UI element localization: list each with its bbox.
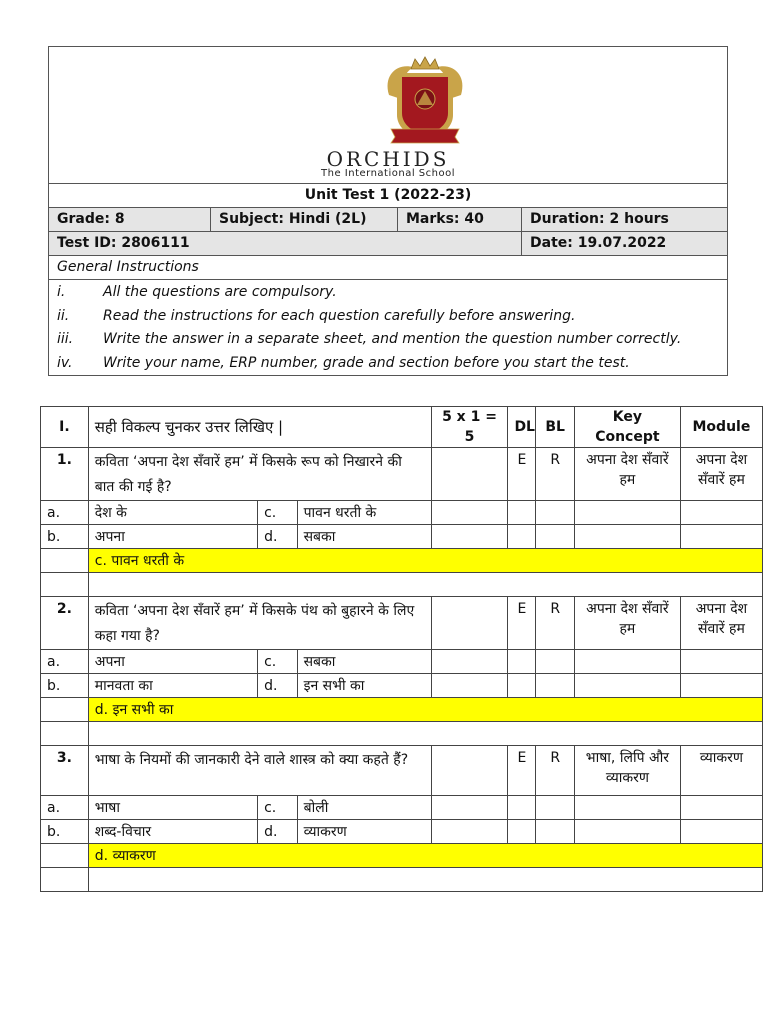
empty-cell — [536, 525, 574, 549]
school-logo-area — [49, 47, 727, 184]
empty-cell — [88, 722, 762, 746]
section-number: I. — [41, 407, 89, 448]
empty-cell — [536, 796, 574, 820]
empty-cell — [508, 674, 536, 698]
bl-value: R — [536, 597, 574, 650]
empty-cell — [536, 674, 574, 698]
test-title: Unit Test 1 (2022-23) — [304, 187, 472, 203]
marks-cell — [431, 746, 508, 796]
empty-cell — [574, 501, 680, 525]
date-field: Date: 19.07.2022 — [530, 235, 667, 251]
module-value: अपना देश सँवारें हम — [680, 597, 762, 650]
test-meta-row — [49, 208, 727, 232]
question-number: 2. — [41, 597, 89, 650]
option-label: c. — [258, 796, 297, 820]
grade-field: Grade: 8 — [49, 208, 211, 231]
option-row — [41, 820, 763, 844]
section-header-row — [41, 407, 763, 448]
key-concept-value: अपना देश सँवारें हम — [574, 597, 680, 650]
empty-cell — [680, 674, 762, 698]
instruction-item — [49, 305, 727, 329]
test-title-row — [49, 184, 727, 208]
empty-cell — [41, 868, 89, 892]
option-label: c. — [258, 501, 297, 525]
general-instructions-row — [49, 256, 727, 280]
option-text: सबका — [297, 650, 431, 674]
empty-cell — [574, 650, 680, 674]
question-number: 3. — [41, 746, 89, 796]
col-dl-header: DL — [508, 407, 536, 448]
empty-cell — [680, 796, 762, 820]
empty-cell — [431, 650, 508, 674]
instruction-item — [49, 328, 727, 352]
col-module-header: Module — [680, 407, 762, 448]
empty-cell — [680, 525, 762, 549]
question-row — [41, 448, 763, 501]
option-text: शब्द-विचार — [88, 820, 257, 844]
key-concept-value: भाषा, लिपि और व्याकरण — [574, 746, 680, 796]
empty-cell — [508, 501, 536, 525]
instruction-text: Write your name, ERP number, grade and section before you start the test. — [103, 354, 630, 371]
empty-cell — [431, 525, 508, 549]
empty-cell — [88, 573, 762, 597]
school-name: ORCHIDS — [326, 147, 450, 171]
instructions-list — [49, 280, 727, 375]
option-row — [41, 674, 763, 698]
dl-value: E — [508, 746, 536, 796]
instruction-text: Read the instructions for each question carefully before answering. — [103, 307, 576, 324]
option-text: बोली — [297, 796, 431, 820]
instruction-item — [49, 352, 727, 376]
option-row — [41, 650, 763, 674]
option-text: पावन धरती के — [297, 501, 431, 525]
question-text: कविता ‘अपना देश सँवारें हम’ में किसके पंथ को बुहारने के लिए कहा गया है? — [88, 597, 431, 650]
option-row — [41, 525, 763, 549]
option-row — [41, 501, 763, 525]
empty-cell — [680, 501, 762, 525]
option-label: d. — [258, 674, 297, 698]
option-text: अपना — [88, 525, 257, 549]
instruction-text: Write the answer in a separate sheet, and mention the question number correctly. — [103, 331, 682, 347]
option-text: व्याकरण — [297, 820, 431, 844]
duration-field: Duration: 2 hours — [530, 211, 669, 227]
instruction-item — [49, 281, 727, 305]
empty-cell — [574, 525, 680, 549]
empty-cell — [88, 868, 762, 892]
empty-cell — [536, 650, 574, 674]
school-crest-logo — [383, 55, 467, 149]
spacer-row — [41, 722, 763, 746]
section-title: सही विकल्प चुनकर उत्तर लिखिए | — [88, 407, 431, 448]
option-label: b. — [41, 674, 89, 698]
subject-field: Subject: Hindi (2L) — [211, 208, 398, 231]
answer-text: d. इन सभी का — [88, 698, 762, 722]
empty-cell — [431, 820, 508, 844]
test-header-box — [48, 46, 728, 376]
empty-cell — [508, 650, 536, 674]
dl-value: E — [508, 448, 536, 501]
option-text: इन सभी का — [297, 674, 431, 698]
module-value: व्याकरण — [680, 746, 762, 796]
empty-cell — [41, 698, 89, 722]
questions-table — [40, 406, 763, 892]
key-concept-value: अपना देश सँवारें हम — [574, 448, 680, 501]
empty-cell — [431, 501, 508, 525]
option-label: c. — [258, 650, 297, 674]
spacer-row — [41, 868, 763, 892]
marks-cell — [431, 448, 508, 501]
empty-cell — [536, 501, 574, 525]
answer-row — [41, 844, 763, 868]
bl-value: R — [536, 746, 574, 796]
empty-cell — [41, 722, 89, 746]
col-key-concept-header: Key Concept — [574, 407, 680, 448]
answer-row — [41, 698, 763, 722]
empty-cell — [536, 820, 574, 844]
bl-value: R — [536, 448, 574, 501]
marks-field: Marks: 40 — [398, 208, 522, 231]
school-subtitle: The International School — [321, 168, 455, 179]
instruction-text: All the questions are compulsory. — [103, 284, 337, 300]
empty-cell — [508, 525, 536, 549]
answer-text: c. पावन धरती के — [88, 549, 762, 573]
option-text: भाषा — [88, 796, 257, 820]
dl-value: E — [508, 597, 536, 650]
empty-cell — [680, 650, 762, 674]
question-row — [41, 597, 763, 650]
answer-row — [41, 549, 763, 573]
option-text: मानवता का — [88, 674, 257, 698]
test-id-row — [49, 232, 727, 256]
empty-cell — [431, 796, 508, 820]
instruction-number: iii. — [57, 331, 74, 347]
question-row — [41, 746, 763, 796]
instruction-number: ii. — [57, 307, 70, 324]
general-instructions-label: General Instructions — [57, 259, 199, 275]
empty-cell — [508, 820, 536, 844]
option-row — [41, 796, 763, 820]
question-text: कविता ‘अपना देश सँवारें हम’ में किसके रूप को निखारने की बात की गई है? — [88, 448, 431, 501]
module-value: अपना देश सँवारें हम — [680, 448, 762, 501]
option-label: d. — [258, 525, 297, 549]
instruction-number: i. — [57, 284, 66, 300]
empty-cell — [41, 549, 89, 573]
option-text: सबका — [297, 525, 431, 549]
empty-cell — [574, 674, 680, 698]
answer-text: d. व्याकरण — [88, 844, 762, 868]
test-id-field: Test ID: 2806111 — [49, 232, 522, 255]
spacer-row — [41, 573, 763, 597]
option-label: d. — [258, 820, 297, 844]
col-bl-header: BL — [536, 407, 574, 448]
empty-cell — [680, 820, 762, 844]
option-label: a. — [41, 650, 89, 674]
empty-cell — [41, 573, 89, 597]
marks-cell — [431, 597, 508, 650]
option-label: b. — [41, 525, 89, 549]
question-number: 1. — [41, 448, 89, 501]
option-label: a. — [41, 796, 89, 820]
empty-cell — [574, 820, 680, 844]
option-label: a. — [41, 501, 89, 525]
section-marks: 5 x 1 = 5 — [431, 407, 508, 448]
question-text: भाषा के नियमों की जानकारी देने वाले शास्त्र को क्या कहते हैं? — [88, 746, 431, 796]
empty-cell — [508, 796, 536, 820]
empty-cell — [574, 796, 680, 820]
option-text: अपना — [88, 650, 257, 674]
empty-cell — [431, 674, 508, 698]
instruction-number: iv. — [57, 354, 73, 371]
option-label: b. — [41, 820, 89, 844]
empty-cell — [41, 844, 89, 868]
option-text: देश के — [88, 501, 257, 525]
